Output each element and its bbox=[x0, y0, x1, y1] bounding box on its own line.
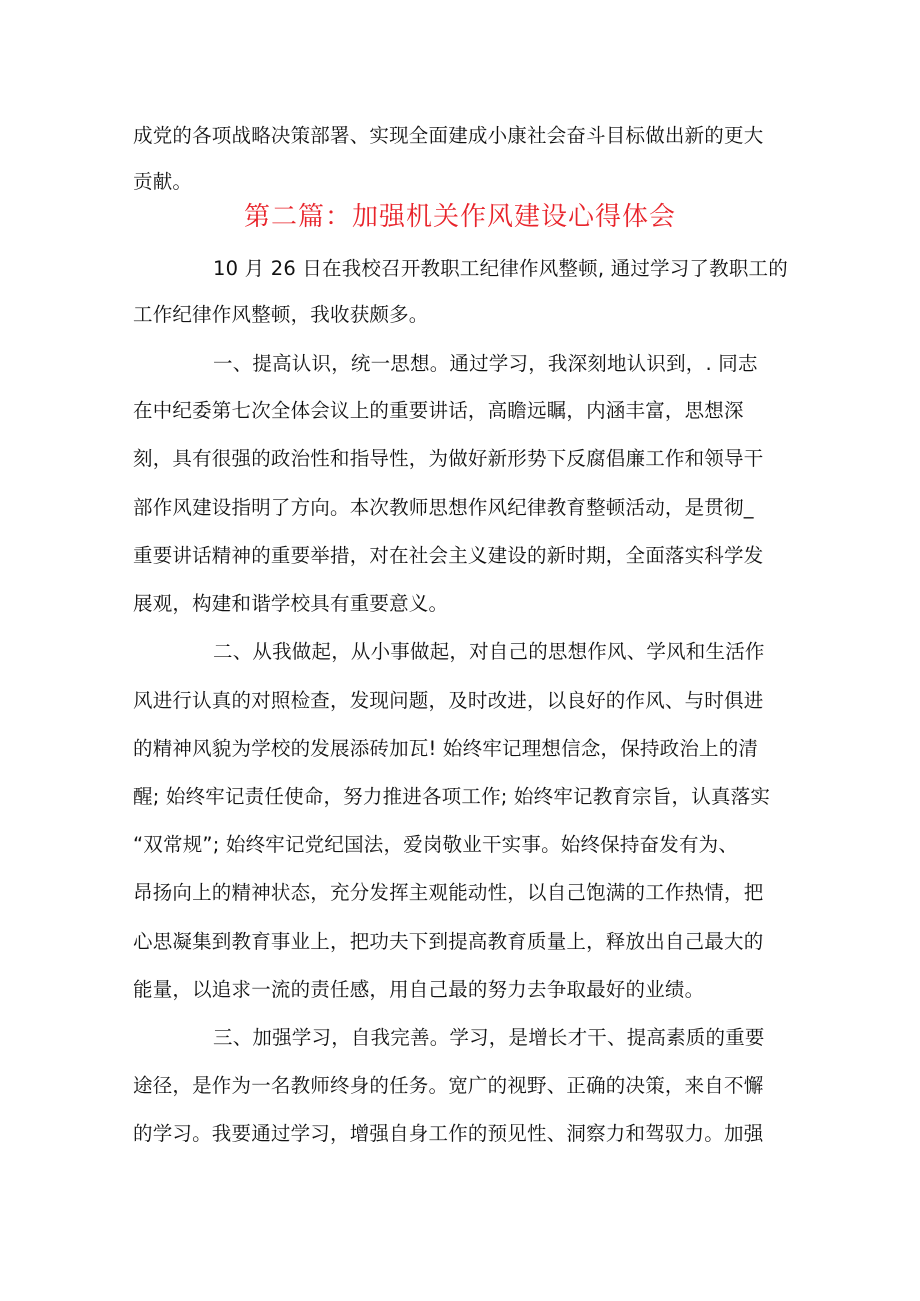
paragraph-3-line-2: 风进行认真的对照检查，发现问题，及时改进，以良好的作风、与时俱进 bbox=[133, 689, 764, 712]
intro-line-1: 成党的各项战略决策部署、实现全面建成小康社会奋斗目标做出新的更大 bbox=[133, 124, 764, 147]
paragraph-3-line-3: 的精神风貌为学校的发展添砖加瓦! 始终牢记理想信念，保持政治上的清 bbox=[133, 737, 759, 760]
paragraph-3-line-7: 心思凝集到教育事业上，把功夫下到提高教育质量上，释放出自己最大的 bbox=[133, 930, 764, 953]
paragraph-2-line-4: 部作风建设指明了方向。本次教师思想作风纪律教育整顿活动，是贯彻_ bbox=[133, 496, 754, 519]
paragraph-3-line-6: 昂扬向上的精神状态，充分发挥主观能动性，以自己饱满的工作热情，把 bbox=[133, 881, 764, 904]
paragraph-2-line-1: 一、提高认识，统一思想。通过学习，我深刻地认识到，. 同志 bbox=[213, 352, 758, 375]
paragraph-1-line-2: 工作纪律作风整顿，我收获颇多。 bbox=[133, 303, 429, 326]
paragraph-4-line-2: 途径，是作为一名教师终身的任务。宽广的视野、正确的决策，来自不懈 bbox=[133, 1074, 764, 1097]
paragraph-4-line-1: 三、加强学习，自我完善。学习，是增长才干、提高素质的重要 bbox=[213, 1026, 765, 1049]
paragraph-2-line-3: 刻，具有很强的政治性和指导性，为做好新形势下反腐倡廉工作和领导干 bbox=[133, 447, 764, 470]
paragraph-3-line-8: 能量，以追求一流的责任感，用自己最的努力去争取最好的业绩。 bbox=[133, 978, 705, 1001]
paragraph-3-line-5: “双常规”; 始终牢记党纪国法，爱岗敬业干实事。始终保持奋发有为、 bbox=[133, 833, 739, 856]
intro-line-2: 贡献。 bbox=[133, 170, 193, 193]
section-title: 第二篇：加强机关作风建设心得体会 bbox=[243, 202, 676, 232]
paragraph-2-line-6: 展观，构建和谐学校具有重要意义。 bbox=[133, 592, 449, 615]
paragraph-4-line-3: 的学习。我要通过学习，增强自身工作的预见性、洞察力和驾驭力。加强 bbox=[133, 1122, 764, 1145]
paragraph-3-line-4: 醒; 始终牢记责任使命，努力推进各项工作; 始终牢记教育宗旨，认真落实 bbox=[133, 785, 771, 808]
paragraph-3-line-1: 二、从我做起，从小事做起，对自己的思想作风、学风和生活作 bbox=[213, 640, 765, 663]
paragraph-2-line-5: 重要讲话精神的重要举措，对在社会主义建设的新时期，全面落实科学发 bbox=[133, 544, 764, 567]
paragraph-1-line-1: 10 月 26 日在我校召开教职工纪律作风整顿, 通过学习了教职工的 bbox=[213, 257, 788, 280]
paragraph-2-line-2: 在中纪委第七次全体会议上的重要讲话，高瞻远瞩，内涵丰富，思想深 bbox=[133, 399, 744, 422]
